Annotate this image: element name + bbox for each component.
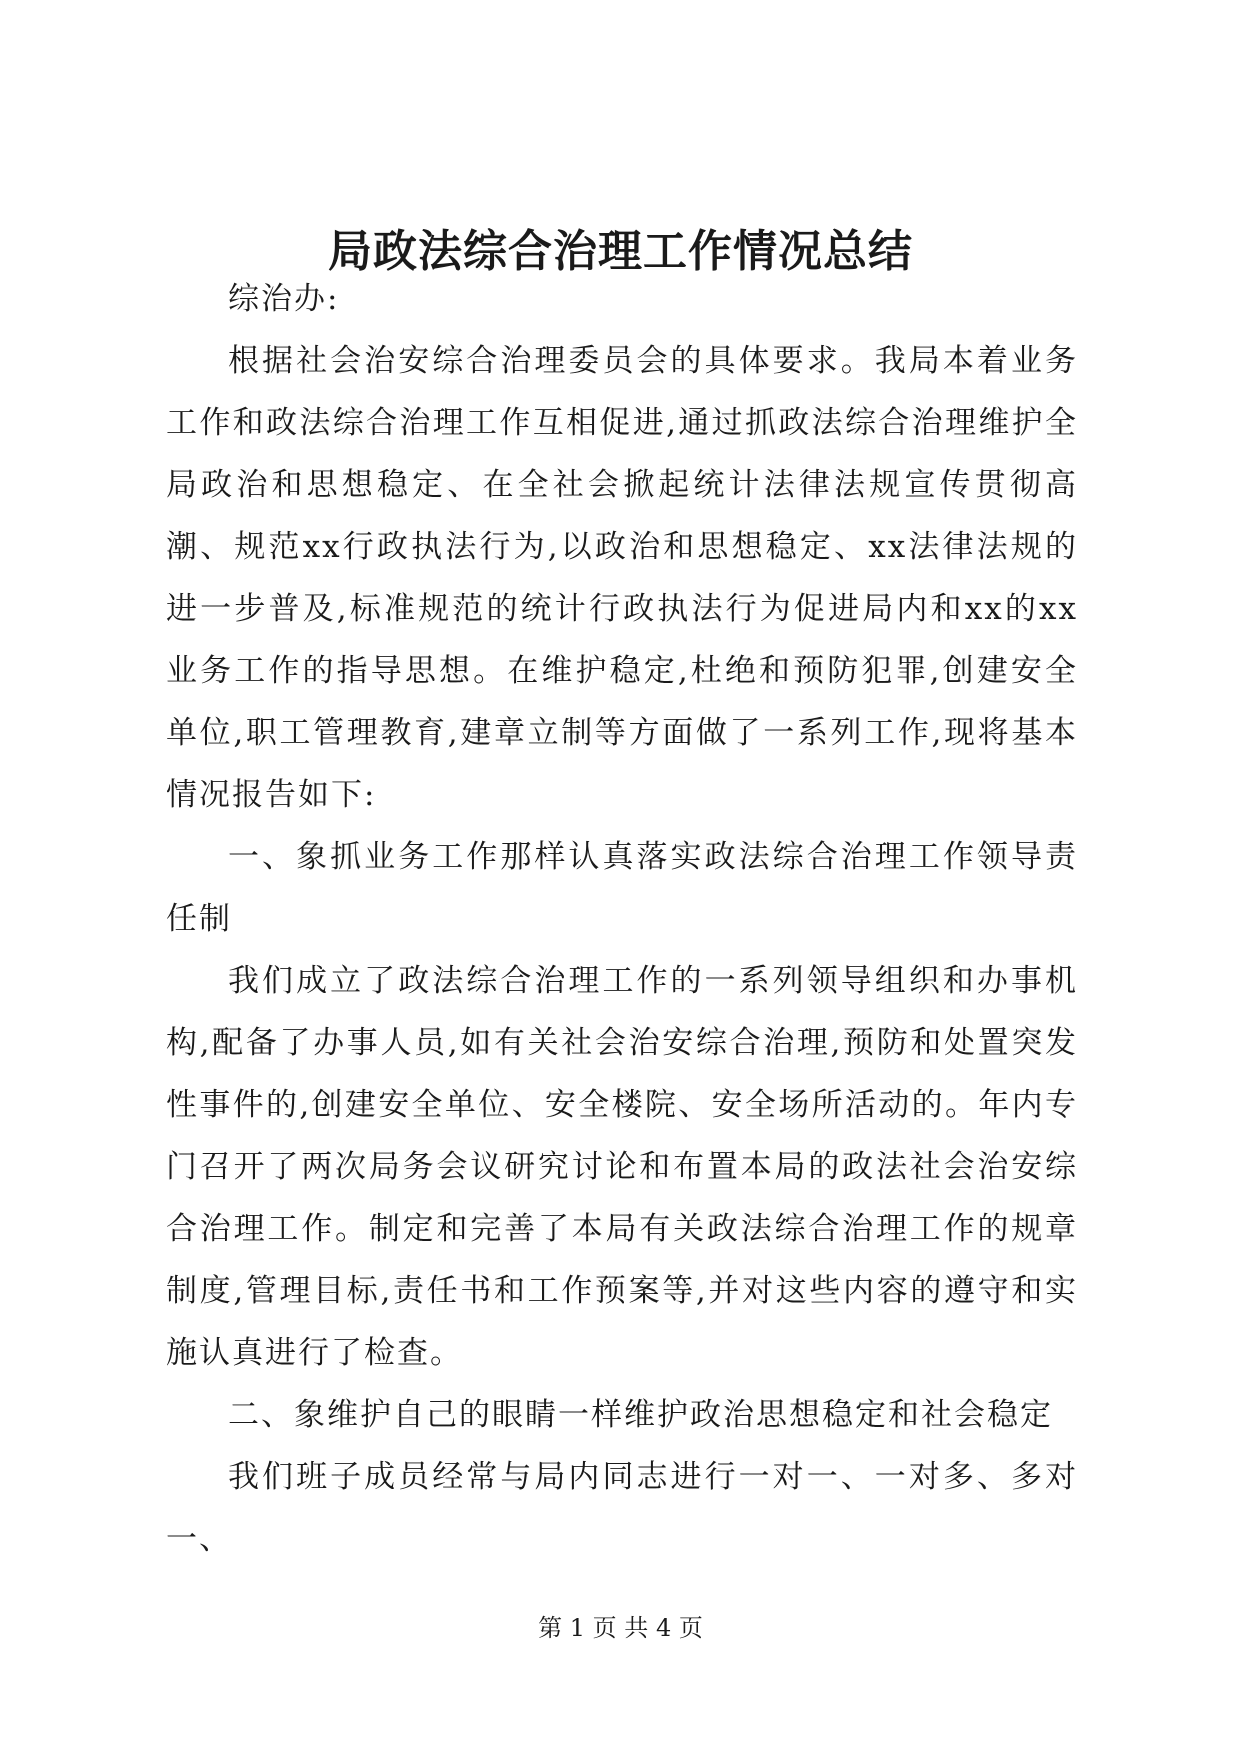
paragraph-section-1: 我们成立了政法综合治理工作的一系列领导组织和办事机构,配备了办事人员,如有关社会治安综合治理,预防和处置突发性事件的,创建安全单位、安全楼院、安全场所活动的。年内专门召开了两次局务会议研究讨论和布置本局的政法社会治安综合治理工作。制定和完善了本局有关政法综合治理工作的规章制度,管理目标,责任书和工作预案等,并对这些内容的遵守和实施认真进行了检查。: [166, 963, 1078, 1371]
document-body: [166, 268, 1078, 1570]
document-title: 局政法综合治理工作情况总结: [328, 226, 913, 277]
paragraph-addressee: 综治办:: [228, 281, 340, 317]
section-heading-2: 二、象维护自己的眼睛一样维护政治思想稳定和社会稳定: [228, 1397, 1053, 1433]
section-heading-1: 一、象抓业务工作那样认真落实政法综合治理工作领导责任制: [166, 839, 1078, 937]
page-number-footer: 第 1 页 共 4 页: [538, 1614, 703, 1642]
paragraph-intro: 根据社会治安综合治理委员会的具体要求。我局本着业务工作和政法综合治理工作互相促进,通过抓政法综合治理维护全局政治和思想稳定、在全社会掀起统计法律法规宣传贯彻高潮、规范xx行政执法行为,以政治和思想稳定、xx法律法规的进一步普及,标准规范的统计行政执法行为促进局内和xx的xx业务工作的指导思想。在维护稳定,杜绝和预防犯罪,创建安全单位,职工管理教育,建章立制等方面做了一系列工作,现将基本情况报告如下:: [166, 343, 1078, 813]
paragraph-section-2: 我们班子成员经常与局内同志进行一对一、一对多、多对一、: [166, 1459, 1078, 1557]
